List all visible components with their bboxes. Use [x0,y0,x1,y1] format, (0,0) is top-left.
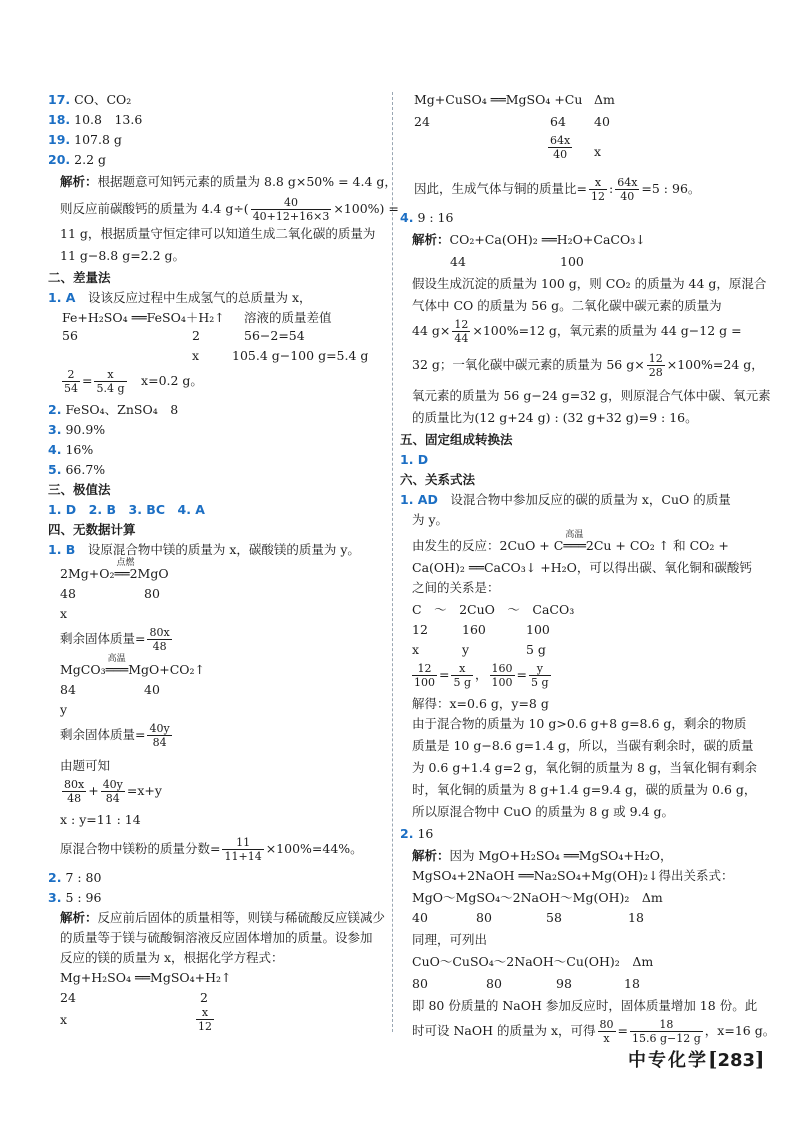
s6-q2-line2: MgSO₄+2NaOH ══Na₂SO₄+Mg(OH)₂↓得出关系式： [412,868,734,883]
s2-q1-ratio: 2 [192,328,200,343]
page-footer [628,1046,765,1072]
s2-q1-proportion: $\frac{2}{54}$ = $\frac{x}{5.4 g}$ x=0.2 g。 [64,368,203,395]
s6-q1-var: 5 g [526,642,546,657]
q20-analysis-line4: 11 g−8.8 g=2.2 g。 [60,248,186,263]
r-eq1-dm: Δm [594,92,615,107]
s6-q1-line4: Ca(OH)₂ ══CaCO₃↓ +H₂O，可以得出碳、氧化铜和碳酸钙 [412,560,752,575]
s4-known: 由题可知 [60,758,111,773]
s4-eq1-ratio: 80 [144,586,160,601]
answer-17: 17. CO、CO₂ [48,92,132,107]
s6-q1-relation: C ～ 2CuO ～ CaCO₃ [412,602,575,617]
s4-eq1-ratio: 48 [60,586,76,601]
s6-q2-ratio1: 18 [628,910,644,925]
section-5-heading: 五、固定组成转换法 [400,432,513,447]
column-divider [392,92,393,1032]
s6-q2-ratio1: 40 [412,910,428,925]
s4-q3: 3. 5 : 96 [48,890,102,905]
s4-remaining2: 剩余固体质量= $\frac{40y}{84}$ [60,722,170,749]
s4-q3-line3: 反应的镁的质量为 x，根据化学方程式： [60,950,284,965]
s2-q1-ratio: 56 [62,328,78,343]
r-eq1-ratio: 40 [594,114,610,129]
s2-q1-equation-note: 溶液的质量差值 [244,310,332,325]
s4-eq2-ratio: 84 [60,682,76,697]
s4-eq1-var: x [60,606,68,621]
s6-q2-ratio2: 80 [486,976,502,991]
q20-analysis-line2: 则反应前碳酸钙的质量为 4.4 g÷( $\frac{40}{40+12+16\times 3}$ ×100%) = [60,196,399,223]
r-eq1-ratio: 64 [550,114,566,129]
s4-q3-ratio: 2 [200,990,208,1005]
page-bracket-left: [ [708,1047,718,1071]
r-q4-line3: 44 g× $\frac{12}{44}$ ×100%=12 g，氧元素的质量为 44 g−12 g = [412,318,742,345]
s6-q1-ratio: 100 [526,622,550,637]
s4-eq2-ratio: 40 [144,682,160,697]
r-q4-line6: 的质量比为(12 g+24 g) : (32 g+32 g)=9 : 16。 [412,410,698,425]
s6-q1-line9: 时，氧化铜的质量为 8 g+1.4 g=9.4 g，碳的质量为 0.6 g， [412,782,757,797]
s2-q1-ratio: 56−2=54 [244,328,305,343]
s2-q2: 2. FeSO₄、ZnSO₄ 8 [48,402,179,417]
s6-q2-relation2: CuO～CuSO₄～2NaOH～Cu(OH)₂ Δm [412,954,654,969]
s4-q3-line1: 解析：反应前后固体的质量相等，则镁与稀硫酸反应镁减少 [60,910,386,925]
r-eq1-frac: $\frac{64x}{40}$ [550,134,571,161]
s4-eq2: MgCO₃═══ 高温 MgO+CO₂↑ [60,654,206,677]
answer-19: 19. 107.8 g [48,132,122,147]
s6-q1-proportion: $\frac{12}{100}$ = $\frac{x}{5 g}$ ， $\frac{160}{100}$ = $\frac{y}{5 g}$ [414,662,549,689]
r-q4-line1: 假设生成沉淀的质量为 100 g，则 CO₂ 的质量为 44 g，原混合 [412,276,767,291]
r-q4-line4: 32 g；一氧化碳中碳元素的质量为 56 g× $\frac{12}{28}$ ×100%=24 g， [412,352,764,379]
s6-q1-line2: 为 y。 [412,512,449,527]
s6-q1-line8: 为 0.6 g+1.4 g=2 g，氧化铜的质量为 8 g，当氧化铜有剩余 [412,760,757,775]
s4-sum-equation: $\frac{80x}{48}$ + $\frac{40y}{84}$ =x+y [64,778,162,805]
s6-q1-ratio: 160 [462,622,486,637]
s6-q1-var: x [412,642,420,657]
page-bracket-right: ] [755,1047,765,1071]
s6-q2-ratio2: 80 [412,976,428,991]
s6-q1-var: y [462,642,470,657]
s2-q1: 1. A 设该反应过程中生成氢气的总质量为 x， [48,290,312,305]
s3-answers: 1. D 2. B 3. BC 4. A [48,502,205,517]
section-4-heading: 四、无数据计算 [48,522,136,537]
r-ratio: 因此，生成气体与铜的质量比= $\frac{x}{12}$ : $\frac{64x}{40}$ =5 : 96。 [414,176,701,203]
s6-q2-line4: 时可设 NaOH 的质量为 x，可得 $\frac{80}{x}$ = $\frac{18}{15.6 g-12 g}$ ，x=16 g。 [412,1018,776,1045]
s4-eq2-var: y [60,702,68,717]
answer-20: 20. 2.2 g [48,152,106,167]
s6-q2-same: 同理，可列出 [412,932,488,947]
s6-q1-line10: 所以原混合物中 CuO 的质量为 8 g 或 9.4 g。 [412,804,675,819]
s6-q1-line5: 之间的关系是： [412,580,500,595]
s2-q5: 5. 66.7% [48,462,106,477]
q20-analysis-line3: 11 g，根据质量守恒定律可以知道生成二氧化碳的质量为 [60,226,376,241]
s6-q1-line6: 由于混合物的质量为 10 g>0.6 g+8 g=8.6 g，剩余的物质 [412,716,747,731]
r-q4-ratio: 44 [450,254,466,269]
s4-q3-var: x [60,1012,68,1027]
s4-q1: 1. B 设原混合物中镁的质量为 x，碳酸镁的质量为 y。 [48,542,360,557]
s6-q1-solve: 解得：x=0.6 g，y=8 g [412,696,549,711]
r-q4: 4. 9 : 16 [400,210,454,225]
s2-q1-equation: Fe+H₂SO₄ ══FeSO₄＋H₂↑ [62,310,225,325]
section-2-heading: 二、差量法 [48,270,111,285]
s4-q3-frac: $\frac{x}{12}$ [198,1006,212,1033]
s2-q1-diff: 105.4 g−100 g=5.4 g [232,348,369,363]
s6-q2-line1: 解析：因为 MgO+H₂SO₄ ══MgSO₄+H₂O， [412,848,673,863]
r-q4-ratio: 100 [560,254,584,269]
s6-q1-ratio: 12 [412,622,428,637]
section-3-heading: 三、极值法 [48,482,111,497]
section-6-heading: 六、关系式法 [400,472,476,487]
book-title: 中专化学 [628,1050,708,1071]
r-eq1: Mg+CuSO₄ ══MgSO₄ +Cu [414,92,583,107]
s6-q2-ratio2: 98 [556,976,572,991]
s2-q3: 3. 90.9% [48,422,106,437]
s6-q2-ratio2: 18 [624,976,640,991]
r-q4-line5: 氧元素的质量为 56 g−24 g=32 g，则原混合气体中碳、氧元素 [412,388,771,403]
s6-q2-relation1: MgO～MgSO₄～2NaOH～Mg(OH)₂ Δm [412,890,663,905]
s4-q3-equation: Mg+H₂SO₄ ══MgSO₄+H₂↑ [60,970,232,985]
page-number: 283 [717,1050,756,1071]
s6-q1-line7: 质量是 10 g−8.6 g=1.4 g，所以，当碳有剩余时，碳的质量 [412,738,754,753]
r-eq1-var: x [594,144,602,159]
s4-eq1: 2Mg+O₂══ 点燃 2MgO [60,558,169,581]
s4-q2: 2. 7 : 80 [48,870,102,885]
q20-analysis-line1: 解析：根据题意可知钙元素的质量为 8.8 g×50% = 4.4 g， [60,174,397,189]
s6-q2-line3: 即 80 份质量的 NaOH 参加反应时，固体质量增加 18 份。此 [412,998,758,1013]
s4-q3-line2: 的质量等于镁与硫酸铜溶液反应固体增加的质量。设参加 [60,930,373,945]
s4-percent: 原混合物中镁粉的质量分数= $\frac{11}{11+14}$ ×100%=44%。 [60,836,363,863]
s6-q2: 2. 16 [400,826,434,841]
r-q4-line2: 气体中 CO 的质量为 56 g。二氧化碳中碳元素的质量为 [412,298,722,313]
answer-18: 18. 10.8 13.6 [48,112,143,127]
s6-q1: 1. AD 设混合物中参加反应的碳的质量为 x，CuO 的质量 [400,492,731,507]
s4-remaining1: 剩余固体质量= $\frac{80x}{48}$ [60,626,170,653]
s4-ratio: x : y=11 : 14 [60,812,141,827]
s5-answer: 1. D [400,452,429,467]
s2-q4: 4. 16% [48,442,94,457]
s6-q1-line3: 由发生的反应：2CuO + C═══ 高温 2Cu + CO₂ ↑ 和 CO₂ + [412,530,729,553]
r-q4-equation: 解析：CO₂+Ca(OH)₂ ══H₂O+CaCO₃↓ [412,232,646,247]
s4-q3-ratio: 24 [60,990,76,1005]
s6-q2-ratio1: 58 [546,910,562,925]
s6-q2-ratio1: 80 [476,910,492,925]
r-eq1-ratio: 24 [414,114,430,129]
s2-q1-var: x [192,348,200,363]
